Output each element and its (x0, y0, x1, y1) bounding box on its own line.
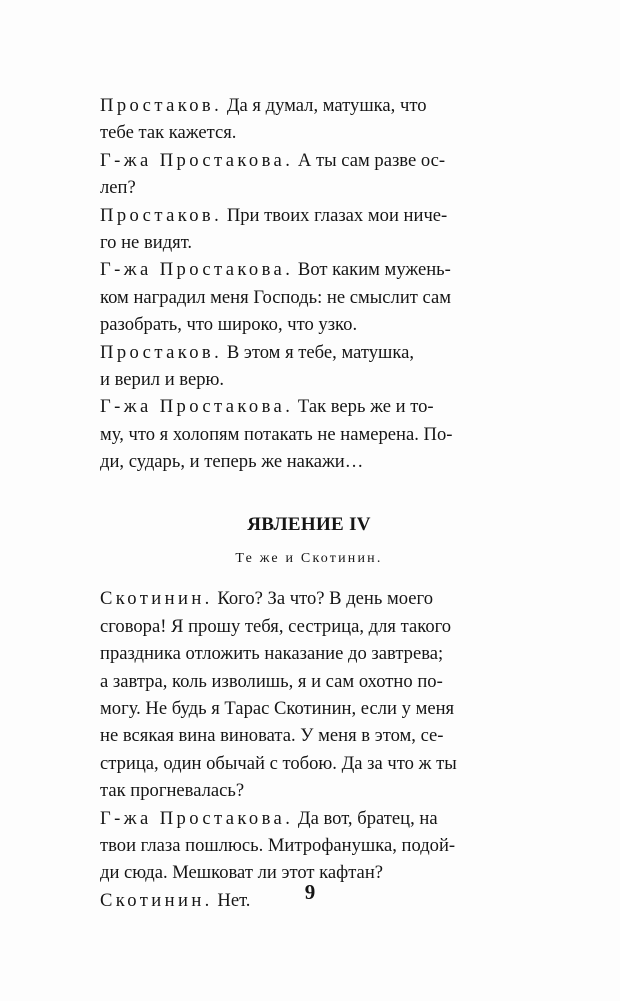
text-line: разобрать, что широко, что узко. (100, 314, 358, 336)
text-line: стрица, один обычай с тобою. Да за что ж ты (100, 752, 457, 774)
speaker-name: Г-жа Простакова. (100, 259, 294, 281)
text-line: Г-жа Простакова. А ты сам разве ос- (100, 149, 446, 171)
text-line: леп? (100, 177, 136, 199)
text-line: Г-жа Простакова. Да вот, братец, на (100, 807, 438, 829)
text-line: Простаков. Да я думал, матушка, что (100, 95, 427, 116)
text-line: тебе так кажется. (100, 122, 237, 144)
speaker-name: Г-жа Простакова. (100, 396, 294, 418)
scene-heading: ЯВЛЕНИЕ IV (247, 514, 371, 536)
speaker-name: Скотинин. (100, 588, 213, 610)
text-line: Г-жа Простакова. Вот каким мужень- (100, 259, 451, 281)
text-line: Простаков. При твоих глазах мои ниче- (100, 204, 448, 226)
replica (100, 393, 518, 475)
speaker-name: Простаков. (100, 204, 223, 226)
text-line: Скотинин. Нет. (100, 889, 251, 911)
page-text (100, 92, 518, 914)
text-line: Скотинин. Кого? За что? В день моего (100, 588, 434, 610)
text-line: му, что я холопям потакать не намерена. По- (100, 423, 453, 445)
text-line: ди сюда. Мешковат ли этот кафтан? (100, 862, 384, 884)
text-line: а завтра, коль изволишь, я и сам охотно по- (100, 670, 443, 692)
speaker-name: Простаков. (100, 341, 223, 363)
text-line: Простаков. В этом я тебе, матушка, (100, 341, 414, 363)
replica (100, 202, 518, 257)
page-number: 9 (304, 880, 316, 904)
speaker-name: Г-жа Простакова. (100, 149, 294, 171)
text-line: твои глаза пошлюсь. Митрофанушка, подой- (100, 834, 456, 856)
speaker-name: Простаков. (100, 95, 223, 116)
text-line: ди, сударь, и теперь же накажи… (100, 451, 364, 473)
text-line: праздника отложить наказание до завтрева; (100, 643, 444, 665)
text-line: Г-жа Простакова. Так верь же и то- (100, 396, 434, 418)
text-line: сговора! Я прошу тебя, сестрица, для такого (100, 615, 452, 637)
text-line: могу. Не будь я Тарас Скотинин, если у меня (100, 698, 455, 720)
stage-direction: Те же и Скотинин. (235, 551, 383, 567)
replica (100, 92, 518, 147)
text-line: ком наградил меня Господь: не смыслит сам (100, 286, 452, 308)
text-line: так прогневалась? (100, 780, 245, 802)
replica (100, 339, 518, 394)
replica (100, 805, 518, 887)
replica (100, 585, 518, 804)
replica (100, 147, 518, 202)
text-line: го не видят. (100, 231, 193, 253)
replica (100, 256, 518, 338)
speaker-name: Скотинин. (100, 889, 213, 911)
text-line: не всякая вина виновата. У меня в этом, се- (100, 725, 444, 747)
speaker-name: Г-жа Простакова. (100, 807, 294, 829)
text-line: и верил и верю. (100, 368, 225, 390)
